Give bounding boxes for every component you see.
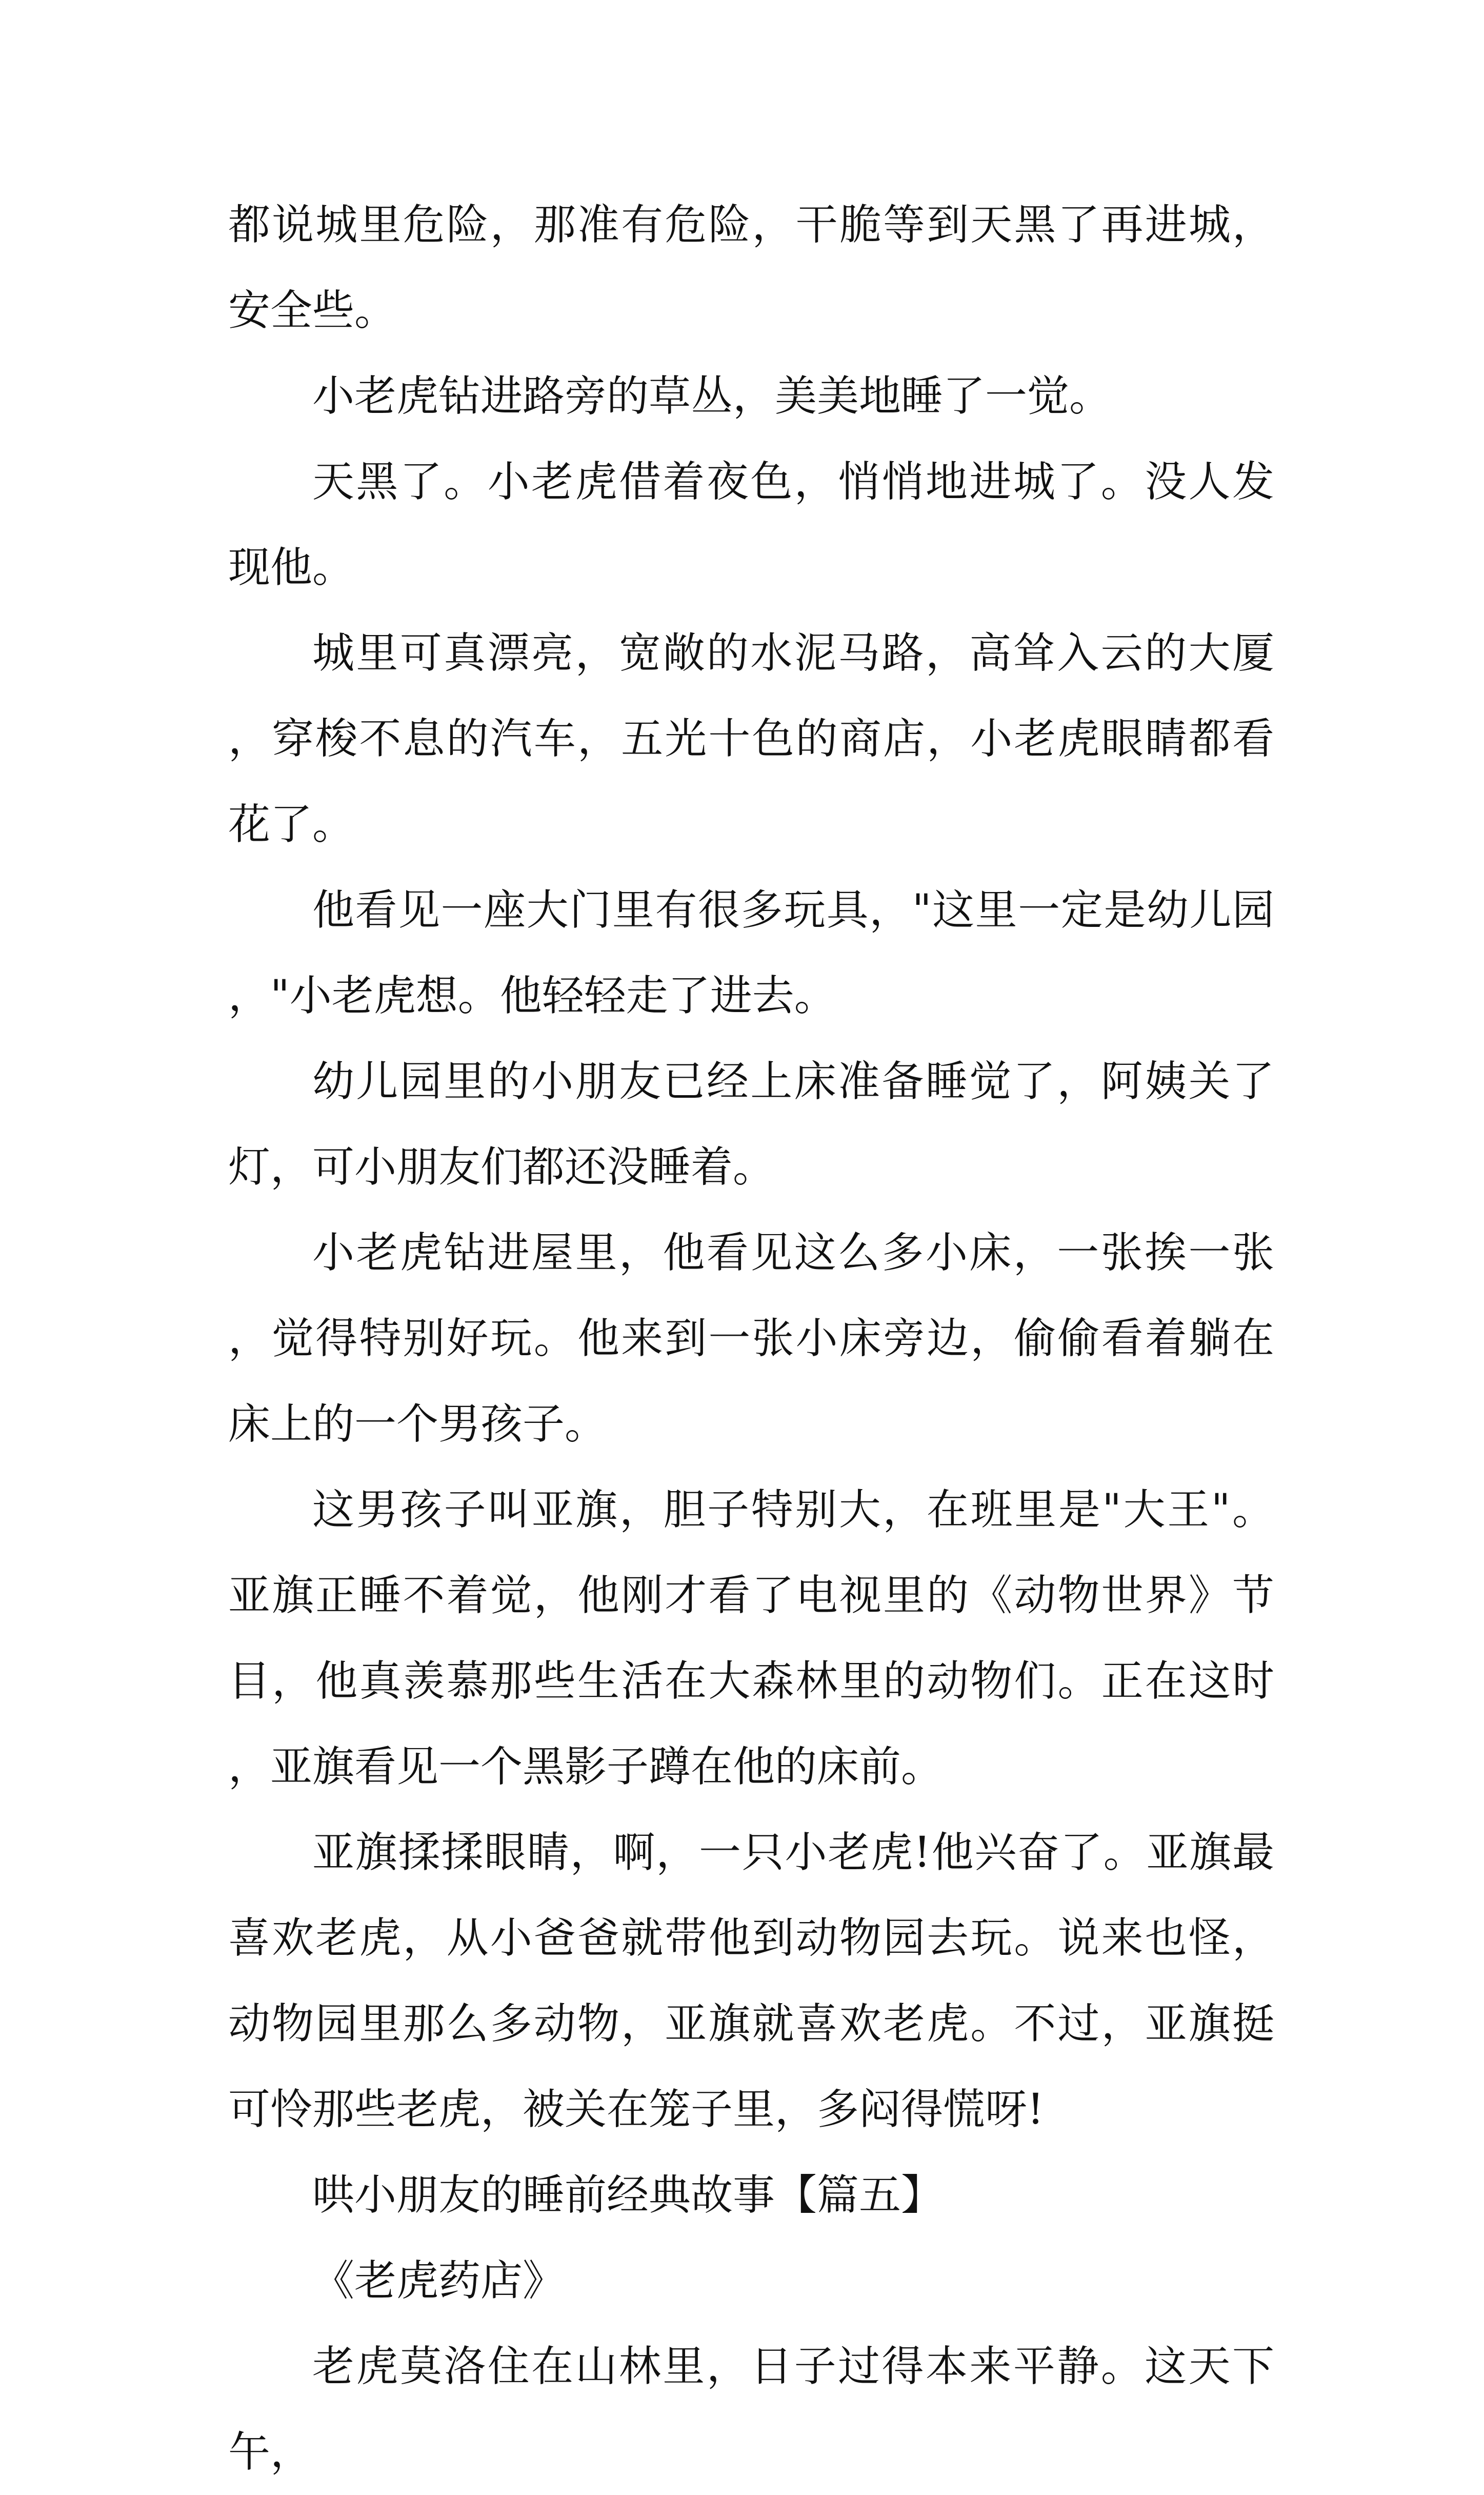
paragraph-6: 幼儿园里的小朋友已经上床准备睡觉了，阿姨关了灯，可小朋友们都还没睡着。 bbox=[228, 1057, 1274, 1192]
document-body bbox=[228, 182, 1274, 2495]
paragraph-8: 这男孩子叫亚旗，胆子特别大，在班里是"大王"。亚旗正睡不着觉，他刚才看了电视里的《动物世界》节目，他真羡慕那些生活在大森林里的动物们。正在这时，亚旗看见一个黑影子蹲在他的床前。 bbox=[228, 1486, 1274, 1791]
paragraph-9: 亚旗揉揉眼睛，啊，一只小老虎!他兴奋了。亚旗最喜欢老虎，从小爸爸就带他到动物园去玩。说来也怪，动物园里那么多动物，亚旗就喜欢老虎。不过，亚旗挺可怜那些老虎，被关在笼子里，多闷得慌呀! bbox=[228, 1828, 1274, 2134]
paragraph-4: 城里可真漂亮，宽敞的水泥马路，高耸入云的大厦，穿梭不息的汽车，五光十色的商店，小老虎眼睛都看花了。 bbox=[228, 629, 1274, 849]
story-title: 《老虎药店》 bbox=[312, 2256, 565, 2305]
paragraph-7: 小老虎钻进屋里，他看见这么多小床，一张挨一张，觉得特别好玩。他来到一张小床旁边，偷偷看着躺在床上的一个男孩子。 bbox=[228, 1229, 1274, 1449]
section-heading: 哄小朋友的睡前经典故事【篇五】 bbox=[312, 2171, 944, 2220]
paragraph-1: 都说城里危险，那准有危险，干脆等到天黑了再进城，安全些。 bbox=[228, 201, 1274, 335]
paragraph-2: 小老虎钻进路旁的草丛，美美地睡了一觉。 bbox=[312, 372, 1112, 421]
paragraph-12: 老虎莫洛住在山林里，日子过得本来平静。这天下午， bbox=[228, 2342, 1274, 2477]
paragraph-5: 他看见一座大门里有很多玩具，"这里一定是幼儿园，"小老虎想。他轻轻走了进去。 bbox=[228, 886, 1274, 1020]
paragraph-3: 天黑了。小老虎借着夜色，悄悄地进城了。没人发现他。 bbox=[228, 458, 1274, 592]
